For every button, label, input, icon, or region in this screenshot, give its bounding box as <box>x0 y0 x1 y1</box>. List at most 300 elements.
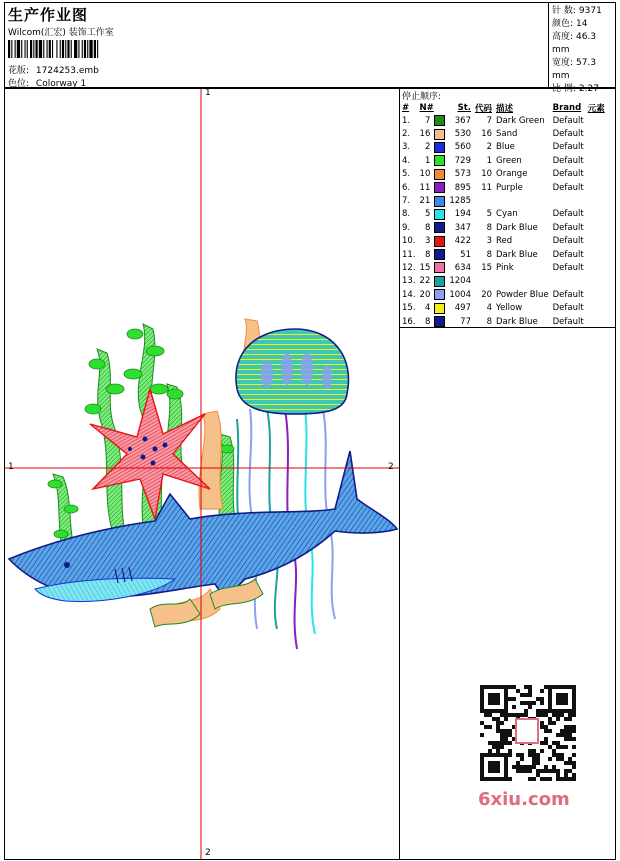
qr-module <box>564 773 568 777</box>
qr-module <box>536 757 540 761</box>
row-swatch-cell <box>432 221 447 234</box>
barcode-bar <box>8 40 10 58</box>
qr-module <box>532 765 536 769</box>
barcode-bar <box>82 40 83 58</box>
qr-module <box>500 733 504 737</box>
qr-module <box>520 713 524 717</box>
row-stitches: 422 <box>454 236 471 247</box>
qr-module <box>548 729 552 733</box>
qr-module <box>500 745 504 749</box>
qr-module <box>536 769 540 773</box>
qr-module <box>564 729 568 733</box>
row-needle: 8 <box>424 222 431 233</box>
row-description: Cyan <box>496 209 518 220</box>
row-index: 9. <box>402 222 411 233</box>
row-brand: Default <box>552 316 584 327</box>
row-swatch-cell <box>432 127 447 140</box>
row-element <box>586 275 607 288</box>
stat-label: 颜色: <box>552 19 574 29</box>
qr-module <box>572 753 576 757</box>
barcode-icon <box>8 40 146 58</box>
qr-module <box>544 777 548 781</box>
header-col-stitches: St. <box>457 102 471 113</box>
row-code: 8 <box>486 249 493 260</box>
row-index: 8. <box>402 209 411 220</box>
qr-module <box>496 741 500 745</box>
qr-module <box>488 741 492 745</box>
row-needle: 3 <box>424 236 431 247</box>
qr-module <box>560 777 564 781</box>
row-code: 8 <box>486 316 493 327</box>
panel-divider <box>400 327 615 328</box>
row-code: 10 <box>481 169 493 180</box>
row-index: 4. <box>402 155 411 166</box>
row-stitches: 347 <box>454 222 471 233</box>
qr-module <box>556 777 560 781</box>
qr-module <box>540 713 544 717</box>
qr-module <box>540 777 544 781</box>
qr-module <box>500 721 504 725</box>
row-stitches: 573 <box>454 169 471 180</box>
color-table-body <box>400 114 607 328</box>
row-element <box>586 141 607 154</box>
qr-module <box>572 725 576 729</box>
row-index: 11. <box>402 249 416 260</box>
qr-module <box>536 709 540 713</box>
qr-module <box>508 753 512 757</box>
qr-module <box>552 749 556 753</box>
barcode-bar <box>60 40 61 58</box>
row-element <box>586 261 607 274</box>
table-row <box>400 194 607 207</box>
barcode-bar <box>74 40 77 58</box>
qr-module <box>484 725 488 729</box>
row-needle: 20 <box>419 289 431 300</box>
watermark-brand: 6xiu.com <box>478 789 570 810</box>
qr-module <box>556 733 560 737</box>
qr-module <box>544 685 548 689</box>
qr-module <box>568 737 572 741</box>
barcode-bar <box>84 40 86 58</box>
qr-module <box>572 777 576 781</box>
qr-module <box>552 741 556 745</box>
table-row <box>400 181 607 194</box>
color-swatch <box>434 316 445 327</box>
qr-module <box>568 777 572 781</box>
row-code: 11 <box>481 182 493 193</box>
qr-module <box>568 769 572 773</box>
qr-module <box>560 745 564 749</box>
row-swatch-cell <box>432 154 447 167</box>
qr-module <box>516 713 520 717</box>
stat-label: 宽度: <box>552 58 574 68</box>
axis-label-left: 1 <box>8 462 14 472</box>
qr-module <box>568 725 572 729</box>
row-brand: Default <box>552 142 584 153</box>
row-description: Dark Blue <box>496 249 538 260</box>
qr-module <box>536 697 540 701</box>
stat-row <box>552 57 615 83</box>
row-stitches: 1004 <box>449 289 471 300</box>
qr-module <box>564 737 568 741</box>
qr-module <box>532 757 536 761</box>
qr-module <box>500 729 504 733</box>
row-description: Pink <box>496 262 514 273</box>
qr-module <box>536 753 540 757</box>
qr-module <box>536 761 540 765</box>
stat-row <box>552 31 615 57</box>
qr-module <box>572 765 576 769</box>
color-swatch <box>434 129 445 140</box>
row-index: 13. <box>402 276 416 287</box>
qr-module <box>552 769 556 773</box>
row-description: Red <box>496 236 513 247</box>
color-swatch <box>434 222 445 233</box>
qr-module <box>504 733 508 737</box>
qr-module <box>528 685 532 689</box>
table-row <box>400 208 607 221</box>
qr-module <box>540 697 544 701</box>
stat-label: 针 数: <box>552 6 576 16</box>
row-swatch-cell <box>432 261 447 274</box>
row-element <box>586 248 607 261</box>
qr-module <box>496 749 500 753</box>
row-needle: 8 <box>424 249 431 260</box>
row-needle: 5 <box>424 209 431 220</box>
qr-module <box>520 765 524 769</box>
pattern-file-value: 1724253.emb <box>35 66 99 76</box>
row-brand: Default <box>552 222 584 233</box>
row-needle: 16 <box>419 129 431 140</box>
row-stitches: 729 <box>454 155 471 166</box>
barcode-bar <box>94 40 96 58</box>
row-brand <box>551 194 586 207</box>
color-swatch <box>434 115 445 126</box>
row-code: 3 <box>486 236 493 247</box>
color-swatch <box>434 303 445 314</box>
row-index: 6. <box>402 182 411 193</box>
row-swatch-cell <box>432 235 447 248</box>
pattern-file-line <box>8 63 99 76</box>
qr-module <box>540 769 544 773</box>
qr-module <box>564 725 568 729</box>
row-brand <box>551 275 586 288</box>
qr-module <box>512 685 516 689</box>
row-swatch-cell <box>432 141 447 154</box>
row-swatch-cell <box>432 168 447 181</box>
barcode-bar <box>11 40 12 58</box>
qr-module <box>512 697 516 701</box>
qr-module <box>512 765 516 769</box>
barcode-bar <box>30 40 32 58</box>
row-index: 7. <box>402 196 411 207</box>
row-brand: Default <box>552 303 584 314</box>
qr-module <box>572 745 576 749</box>
row-element <box>586 288 607 301</box>
row-index: 14. <box>402 289 416 300</box>
barcode-bar <box>62 40 64 58</box>
row-description: Dark Green <box>496 115 545 126</box>
row-description: Powder Blue <box>496 289 549 300</box>
qr-module <box>516 769 520 773</box>
color-swatch <box>434 289 445 300</box>
row-code: 15 <box>481 262 493 273</box>
qr-module <box>528 765 532 769</box>
row-needle: 21 <box>419 196 431 207</box>
qr-module <box>568 729 572 733</box>
qr-finder <box>480 685 508 713</box>
qr-module <box>512 713 516 717</box>
stat-value: 57.3 mm <box>552 58 597 81</box>
qr-module <box>524 685 528 689</box>
row-description: Sand <box>496 129 518 140</box>
row-brand: Default <box>552 209 584 220</box>
axis-label-top: 1 <box>205 88 211 98</box>
stat-value: 14 <box>576 19 588 29</box>
qr-module <box>560 733 564 737</box>
row-index: 1. <box>402 115 411 126</box>
row-swatch-cell <box>432 208 447 221</box>
row-brand: Default <box>552 169 584 180</box>
row-element <box>586 208 607 221</box>
row-index: 10. <box>402 236 416 247</box>
qr-module <box>528 689 532 693</box>
qr-module <box>520 701 524 705</box>
row-needle: 7 <box>424 115 431 126</box>
qr-module <box>480 733 484 737</box>
color-swatch <box>434 236 445 247</box>
table-row <box>400 275 607 288</box>
stat-value: 46.3 mm <box>552 32 597 55</box>
row-description <box>494 194 551 207</box>
table-row <box>400 288 607 301</box>
qr-module <box>556 741 560 745</box>
qr-module <box>508 733 512 737</box>
qr-module <box>496 717 500 721</box>
row-brand: Default <box>552 236 584 247</box>
qr-module <box>500 741 504 745</box>
qr-module <box>556 757 560 761</box>
row-code: 2 <box>486 142 493 153</box>
qr-module <box>540 741 544 745</box>
row-swatch-cell <box>432 275 447 288</box>
row-stitches: 497 <box>454 303 471 314</box>
row-needle: 15 <box>419 262 431 273</box>
row-description <box>494 275 551 288</box>
qr-module <box>496 729 500 733</box>
header-col-brand: Brand <box>552 102 582 113</box>
barcode-bar <box>47 40 48 58</box>
row-description: Dark Blue <box>496 222 538 233</box>
row-brand: Default <box>552 289 584 300</box>
qr-module <box>568 733 572 737</box>
qr-module <box>560 729 564 733</box>
row-brand: Default <box>552 182 584 193</box>
qr-module <box>524 693 528 697</box>
color-swatch <box>434 182 445 193</box>
qr-module <box>536 773 540 777</box>
qr-module <box>488 749 492 753</box>
barcode-bar <box>65 40 66 58</box>
row-index: 3. <box>402 142 411 153</box>
qr-module <box>564 733 568 737</box>
qr-module <box>540 709 544 713</box>
row-needle: 1 <box>424 155 431 166</box>
row-index: 16. <box>402 316 416 327</box>
table-row <box>400 168 607 181</box>
qr-module <box>516 761 520 765</box>
qr-module <box>560 713 564 717</box>
qr-module <box>496 721 500 725</box>
row-description: Yellow <box>496 303 523 314</box>
row-brand: Default <box>552 249 584 260</box>
qr-module <box>536 713 540 717</box>
row-brand: Default <box>552 155 584 166</box>
qr-module <box>496 725 500 729</box>
barcode-bar <box>89 40 92 58</box>
row-stitches: 51 <box>460 249 471 260</box>
pattern-file-label: 花版: <box>8 66 30 76</box>
qr-module <box>564 777 568 781</box>
color-table-header <box>400 101 607 114</box>
qr-module <box>544 769 548 773</box>
row-description: Dark Blue <box>496 316 538 327</box>
qr-module <box>528 701 532 705</box>
color-swatch <box>434 276 445 287</box>
header-divider <box>548 3 549 89</box>
row-code <box>473 275 494 288</box>
row-index: 5. <box>402 169 411 180</box>
row-swatch-cell <box>432 181 447 194</box>
qr-module <box>544 725 548 729</box>
qr-module <box>512 705 516 709</box>
row-stitches: 1204 <box>449 276 471 287</box>
row-code: 8 <box>486 222 493 233</box>
row-description: Orange <box>496 169 528 180</box>
qr-module <box>488 713 492 717</box>
row-stitches: 634 <box>454 262 471 273</box>
table-row <box>400 127 607 140</box>
table-row <box>400 235 607 248</box>
qr-module <box>564 769 568 773</box>
colorway-label: 色位: <box>8 79 30 89</box>
row-code: 16 <box>481 129 493 140</box>
barcode-bar <box>67 40 69 58</box>
qr-module <box>532 701 536 705</box>
qr-module <box>568 757 572 761</box>
qr-module <box>548 769 552 773</box>
barcode-bar <box>17 40 20 58</box>
qr-module <box>520 769 524 773</box>
barcode-bar <box>56 40 57 58</box>
barcode-bar <box>71 40 72 58</box>
row-swatch-cell <box>432 301 447 314</box>
qr-module <box>508 697 512 701</box>
header-col-needle: N# <box>419 102 434 113</box>
qr-module <box>548 721 552 725</box>
row-element <box>586 235 607 248</box>
qr-module <box>540 701 544 705</box>
qr-module <box>524 769 528 773</box>
row-swatch-cell <box>432 288 447 301</box>
row-description: Blue <box>496 142 515 153</box>
row-swatch-cell <box>432 114 447 127</box>
qr-module <box>544 709 548 713</box>
qr-module <box>492 717 496 721</box>
row-index: 2. <box>402 129 411 140</box>
qr-module <box>532 761 536 765</box>
qr-module <box>524 709 528 713</box>
qr-module <box>532 749 536 753</box>
qr-module <box>540 721 544 725</box>
qr-code-icon <box>470 679 586 786</box>
barcode-bar <box>49 40 51 58</box>
qr-module <box>556 713 560 717</box>
qr-logo <box>516 719 538 743</box>
qr-module <box>544 741 548 745</box>
barcode-bar <box>15 40 16 58</box>
row-element <box>586 221 607 234</box>
qr-module <box>508 741 512 745</box>
barcode-bar <box>33 40 34 58</box>
qr-module <box>556 769 560 773</box>
qr-module <box>528 705 532 709</box>
qr-module <box>508 777 512 781</box>
stop-sequence-title: 停止顺序: <box>402 92 442 102</box>
qr-finder <box>480 753 508 781</box>
table-row <box>400 154 607 167</box>
qr-module <box>524 765 528 769</box>
qr-module <box>560 757 564 761</box>
qr-module <box>552 721 556 725</box>
qr-module <box>552 713 556 717</box>
row-element <box>586 301 607 314</box>
qr-module <box>564 745 568 749</box>
row-index: 15. <box>402 303 416 314</box>
row-stitches: 560 <box>454 142 471 153</box>
row-needle: 22 <box>419 276 431 287</box>
qr-module <box>504 741 508 745</box>
qr-module <box>504 737 508 741</box>
row-element <box>586 114 607 127</box>
qr-module <box>548 777 552 781</box>
table-row <box>400 221 607 234</box>
header-col-element: 元素 <box>587 103 605 114</box>
qr-module <box>516 753 520 757</box>
header-col-description: 描述 <box>496 103 514 114</box>
qr-module <box>520 757 524 761</box>
barcode-bar <box>87 40 88 58</box>
table-row <box>400 114 607 127</box>
qr-module <box>524 713 528 717</box>
row-index: 12. <box>402 262 416 273</box>
header-col-index: # <box>402 102 410 113</box>
barcode-bar <box>36 40 38 58</box>
qr-finder <box>548 685 576 713</box>
qr-module <box>532 777 536 781</box>
qr-module <box>504 729 508 733</box>
color-swatch <box>434 155 445 166</box>
qr-module <box>532 753 536 757</box>
row-stitches: 530 <box>454 129 471 140</box>
barcode-bar <box>21 40 22 58</box>
qr-module <box>560 753 564 757</box>
qr-module <box>548 757 552 761</box>
color-swatch <box>434 262 445 273</box>
row-description: Green <box>496 155 522 166</box>
qr-module <box>552 753 556 757</box>
row-stitches: 77 <box>460 316 471 327</box>
